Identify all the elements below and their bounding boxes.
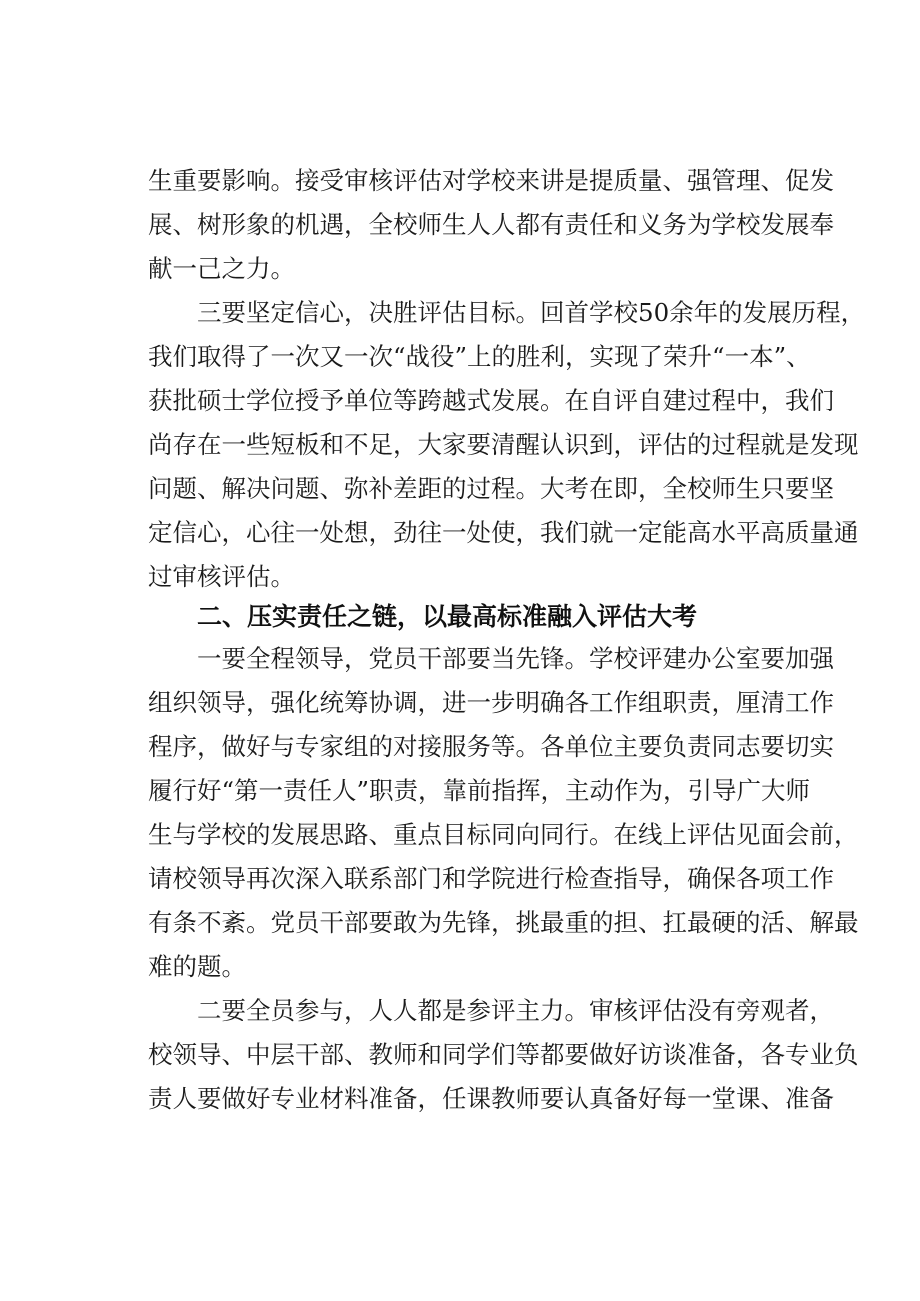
text-line: 校领导、中层干部、教师和同学们等都要做好访谈准备，各专业负	[148, 1040, 859, 1069]
text-line: 定信心，心往一处想，劲往一处使，我们就一定能高水平高质量通	[148, 518, 859, 547]
paragraph-first-line: 二要全员参与，人人都是参评主力。审核评估没有旁观者，	[197, 996, 834, 1025]
text-line: 难的题。	[148, 952, 246, 981]
paragraph-first-line: 三要坚定信心，决胜评估目标。回首学校50余年的发展历程，	[197, 298, 866, 327]
text-line: 责人要做好专业材料准备，任课教师要认真备好每一堂课、准备	[148, 1084, 834, 1113]
text-line: 生与学校的发展思路、重点目标同向同行。在线上评估见面会前，	[148, 820, 859, 849]
text-line: 组织领导，强化统筹协调，进一步明确各工作组职责，厘清工作	[148, 688, 834, 717]
text-line: 履行好“第一责任人”职责，靠前指挥，主动作为，引导广大师	[148, 776, 811, 805]
text-line: 我们取得了一次又一次“战役”上的胜利，实现了荣升“一本”、	[148, 342, 811, 371]
text-line: 获批硕士学位授予单位等跨越式发展。在自评自建过程中，我们	[148, 386, 834, 415]
text-line: 请校领导再次深入联系部门和学院进行检查指导，确保各项工作	[148, 864, 834, 893]
text-line: 有条不紊。党员干部要敢为先锋，挑最重的担、扛最硬的活、解最	[148, 908, 859, 937]
paragraph-first-line: 一要全程领导，党员干部要当先锋。学校评建办公室要加强	[197, 644, 834, 673]
text-line: 问题、解决问题、弥补差距的过程。大考在即，全校师生只要坚	[148, 474, 834, 503]
text-line: 程序，做好与专家组的对接服务等。各单位主要负责同志要切实	[148, 732, 834, 761]
text-line: 生重要影响。接受审核评估对学校来讲是提质量、强管理、促发	[148, 166, 834, 195]
section-heading: 二、压实责任之链，以最高标准融入评估大考	[197, 602, 698, 631]
text-line: 过审核评估。	[148, 562, 295, 591]
text-line: 展、树形象的机遇，全校师生人人都有责任和义务为学校发展奉	[148, 210, 834, 239]
text-line: 尚存在一些短板和不足，大家要清醒认识到，评估的过程就是发现	[148, 430, 859, 459]
text-line: 献一己之力。	[148, 254, 295, 283]
